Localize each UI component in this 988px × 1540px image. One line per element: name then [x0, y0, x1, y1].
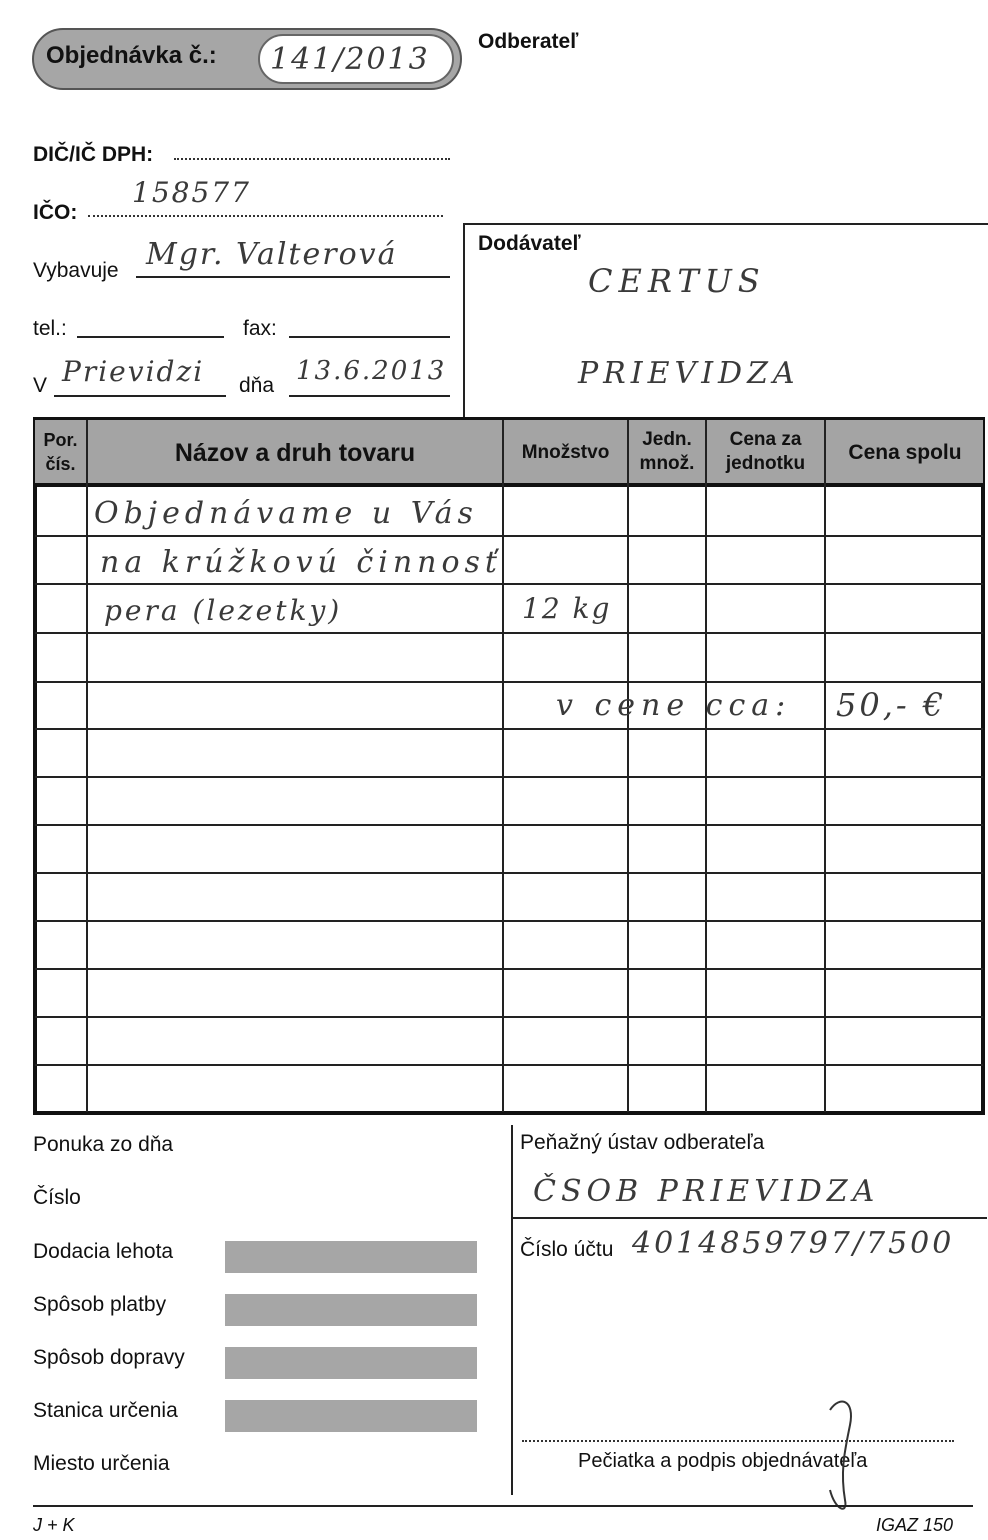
signature-label: Pečiatka a podpis objednávateľa — [578, 1450, 868, 1472]
date-field[interactable] — [289, 395, 450, 397]
supplier-city: PRIEVIDZA — [578, 356, 800, 391]
footer-right: IGAZ 150 — [876, 1515, 954, 1535]
tel-label: tel.: — [33, 317, 67, 340]
delivery-term-field[interactable] — [225, 1241, 477, 1273]
row-divider — [35, 583, 983, 585]
header-nazov: Názov a druh tovaru — [174, 439, 416, 467]
row-divider — [35, 872, 983, 874]
destination-station-label: Stanica určenia — [33, 1399, 178, 1422]
destination-place-label: Miesto určenia — [33, 1452, 170, 1475]
vybavuje-label: Vybavuje — [33, 259, 119, 282]
row-divider — [35, 1016, 983, 1018]
row-divider — [35, 824, 983, 826]
place-value: Prievidzi — [62, 355, 205, 388]
payment-method-field[interactable] — [225, 1294, 477, 1326]
transport-method-label: Spôsob dopravy — [33, 1346, 185, 1369]
fax-label: fax: — [243, 317, 277, 340]
header-cena-jednotka: Cena za jednotku — [725, 429, 806, 474]
row-3-qty: 12 kg — [522, 592, 612, 625]
row-divider — [35, 1064, 983, 1066]
row-divider — [35, 920, 983, 922]
bottom-divider — [511, 1125, 513, 1495]
vybavuje-field[interactable] — [136, 276, 450, 278]
row-divider — [35, 535, 983, 537]
tel-field[interactable] — [77, 336, 224, 338]
row-divider — [35, 632, 983, 634]
order-number-value: 141/2013 — [270, 42, 430, 77]
transport-method-field[interactable] — [225, 1347, 477, 1379]
column-divider — [502, 420, 504, 1112]
footer-line — [33, 1505, 973, 1507]
header-jedn: Jedn. množ. — [639, 429, 695, 474]
number-label: Číslo — [33, 1186, 81, 1209]
bank-divider — [511, 1217, 987, 1219]
bank-value: ČSOB PRIEVIDZA — [533, 1174, 880, 1209]
price-total: 50,- € — [836, 686, 947, 724]
customer-title: Odberateľ — [478, 30, 579, 53]
header-cena-spolu: Cena spolu — [848, 441, 962, 464]
header-por: Por. čís. — [43, 430, 78, 474]
column-divider — [705, 420, 707, 1112]
order-number-label: Objednávka č.: — [46, 42, 217, 69]
offer-date-label: Ponuka zo dňa — [33, 1133, 174, 1156]
date-label: dňa — [239, 374, 275, 397]
header-mnozstvo: Množstvo — [521, 442, 610, 463]
dic-field[interactable] — [174, 158, 450, 160]
signature-line[interactable] — [522, 1440, 954, 1442]
column-divider — [627, 420, 629, 1112]
date-value: 13.6.2013 — [296, 356, 447, 386]
supplier-title: Dodávateľ — [478, 232, 581, 255]
signature-scribble — [800, 1390, 880, 1520]
place-label: V — [33, 374, 48, 397]
delivery-term-label: Dodacia lehota — [33, 1240, 174, 1263]
place-field[interactable] — [54, 395, 226, 397]
column-divider — [86, 420, 88, 1112]
row-divider — [35, 776, 983, 778]
footer-left: J + K — [33, 1515, 75, 1535]
ico-label: IČO: — [33, 201, 78, 224]
fax-field[interactable] — [289, 336, 450, 338]
row-3-name: pera (lezetky) — [104, 594, 343, 627]
supplier-name: CERTUS — [588, 262, 766, 300]
dic-label: DIČ/IČ DPH: — [33, 143, 154, 166]
row-2-name: na krúžkovú činnosť — [100, 545, 502, 580]
account-label: Číslo účtu — [520, 1238, 614, 1261]
ico-field[interactable] — [88, 215, 443, 217]
column-divider — [824, 420, 826, 1112]
ico-value: 158577 — [132, 176, 251, 209]
row-1-name: Objednávame u Vás — [94, 496, 478, 531]
destination-station-field[interactable] — [225, 1400, 477, 1432]
row-divider — [35, 728, 983, 730]
row-divider — [35, 681, 983, 683]
account-value: 4014859797/7500 — [632, 1226, 955, 1261]
payment-method-label: Spôsob platby — [33, 1293, 167, 1316]
row-divider — [35, 968, 983, 970]
vybavuje-value: Mgr. Valterová — [146, 237, 398, 272]
bank-label: Peňažný ústav odberateľa — [520, 1131, 765, 1154]
price-note: v cene cca: — [556, 688, 792, 723]
